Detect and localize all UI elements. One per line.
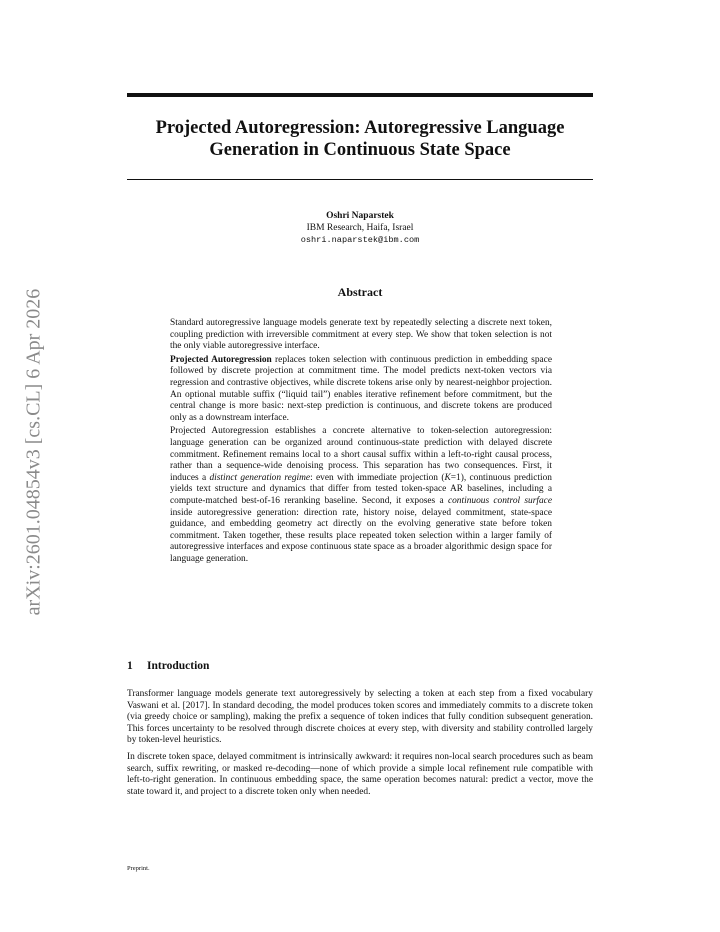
author-name: Oshri Naparstek [326,211,394,221]
abstract-method-name: Projected Autoregression [170,354,272,365]
section-heading-introduction [127,660,209,672]
footer-note: Preprint. [127,865,150,872]
abstract-heading: Abstract [337,285,383,299]
author-block [127,210,593,246]
section-title: Introduction [147,660,210,672]
paper-title [127,117,593,161]
arxiv-identifier: arXiv:2601.04854v3 [cs.CL] 6 Apr 2026 [22,288,45,616]
intro-paragraph-2: In discrete token space, delayed commitment is intrinsically awkward: it requires non-local search procedures such as beam search, suffix rewriting, or masked re-decoding—none of which provide a simple local refinement rule compatible with left-to-right generation. In continuous embedding space, the same operation becomes natural: predict a vector, move the state toward it, and project to a discrete token only when needed. [127,751,593,797]
introduction-body [127,689,593,803]
abstract-paragraph-1: Standard autoregressive language models generate text by repeatedly selecting a discrete next token, coupling prediction with irreversible commitment at every step. We show that token selection is not the only viable autoregressive interface. [170,318,552,352]
author-email[interactable]: oshri.naparstek@ibm.com [300,235,420,245]
title-line-2: Generation in Continuous State Space [209,140,511,160]
intro-paragraph-1: Transformer language models generate text autoregressively by selecting a token at each step from a fixed vocabulary Vaswani et al. [2017]. In standard decoding, the model produces token scores and immediately commits to a discrete token (via greedy choice or sampling), making the prefix a sequence of token indices that fully condition subsequent generation. This forces uncertainty to be resolved through discrete choices at every step, with diversity and stability controlled largely by token-level heuristics. [127,689,593,746]
abstract-body [170,318,552,567]
section-number: 1 [127,660,133,672]
abstract-paragraph-3: Projected Autoregression establishes a concrete alternative to token-selection autoregression: language generation can be organized around continuous-state prediction with delayed discrete commitment. Refinement remains local to a short causal suffix within a left-to-right causal process, rather than a sequence-wide denoising process. This separation has two consequences. First, it induces a distinct generation regime: even with immediate projection (K=1), continuous prediction yields text structure and dynamics that differ from tested token-space AR baselines, including a compute-matched best-of-16 reranking baseline. Second, it exposes a continuous control surface inside autoregressive generation: direction rate, history noise, delayed commitment, state-space guidance, and embedding geometry act directly on the evolving generative state before token commitment. Taken together, these results place repeated token selection within a larger family of autoregressive interfaces and expose continuous state space as a broader algorithmic design space for language generation. [170,426,552,564]
abstract-paragraph-2: Projected Autoregression replaces token selection with continuous prediction in embedding space followed by discrete projection at commitment time. The model predicts next-token vectors via regression and contrastive objectives, while discrete tokens arise only by nearest-neighbor projection. An optional mutable suffix (“liquid tail”) enables iterative refinement before commitment, but the central change is more basic: next-step prediction is continuous, and discrete tokens are produced only as a downstream interface. [170,354,552,423]
title-top-rule [127,93,593,97]
author-affiliation: IBM Research, Haifa, Israel [306,223,414,233]
title-bottom-rule [127,179,593,180]
title-line-1: Projected Autoregression: Autoregressive Language [155,118,565,138]
